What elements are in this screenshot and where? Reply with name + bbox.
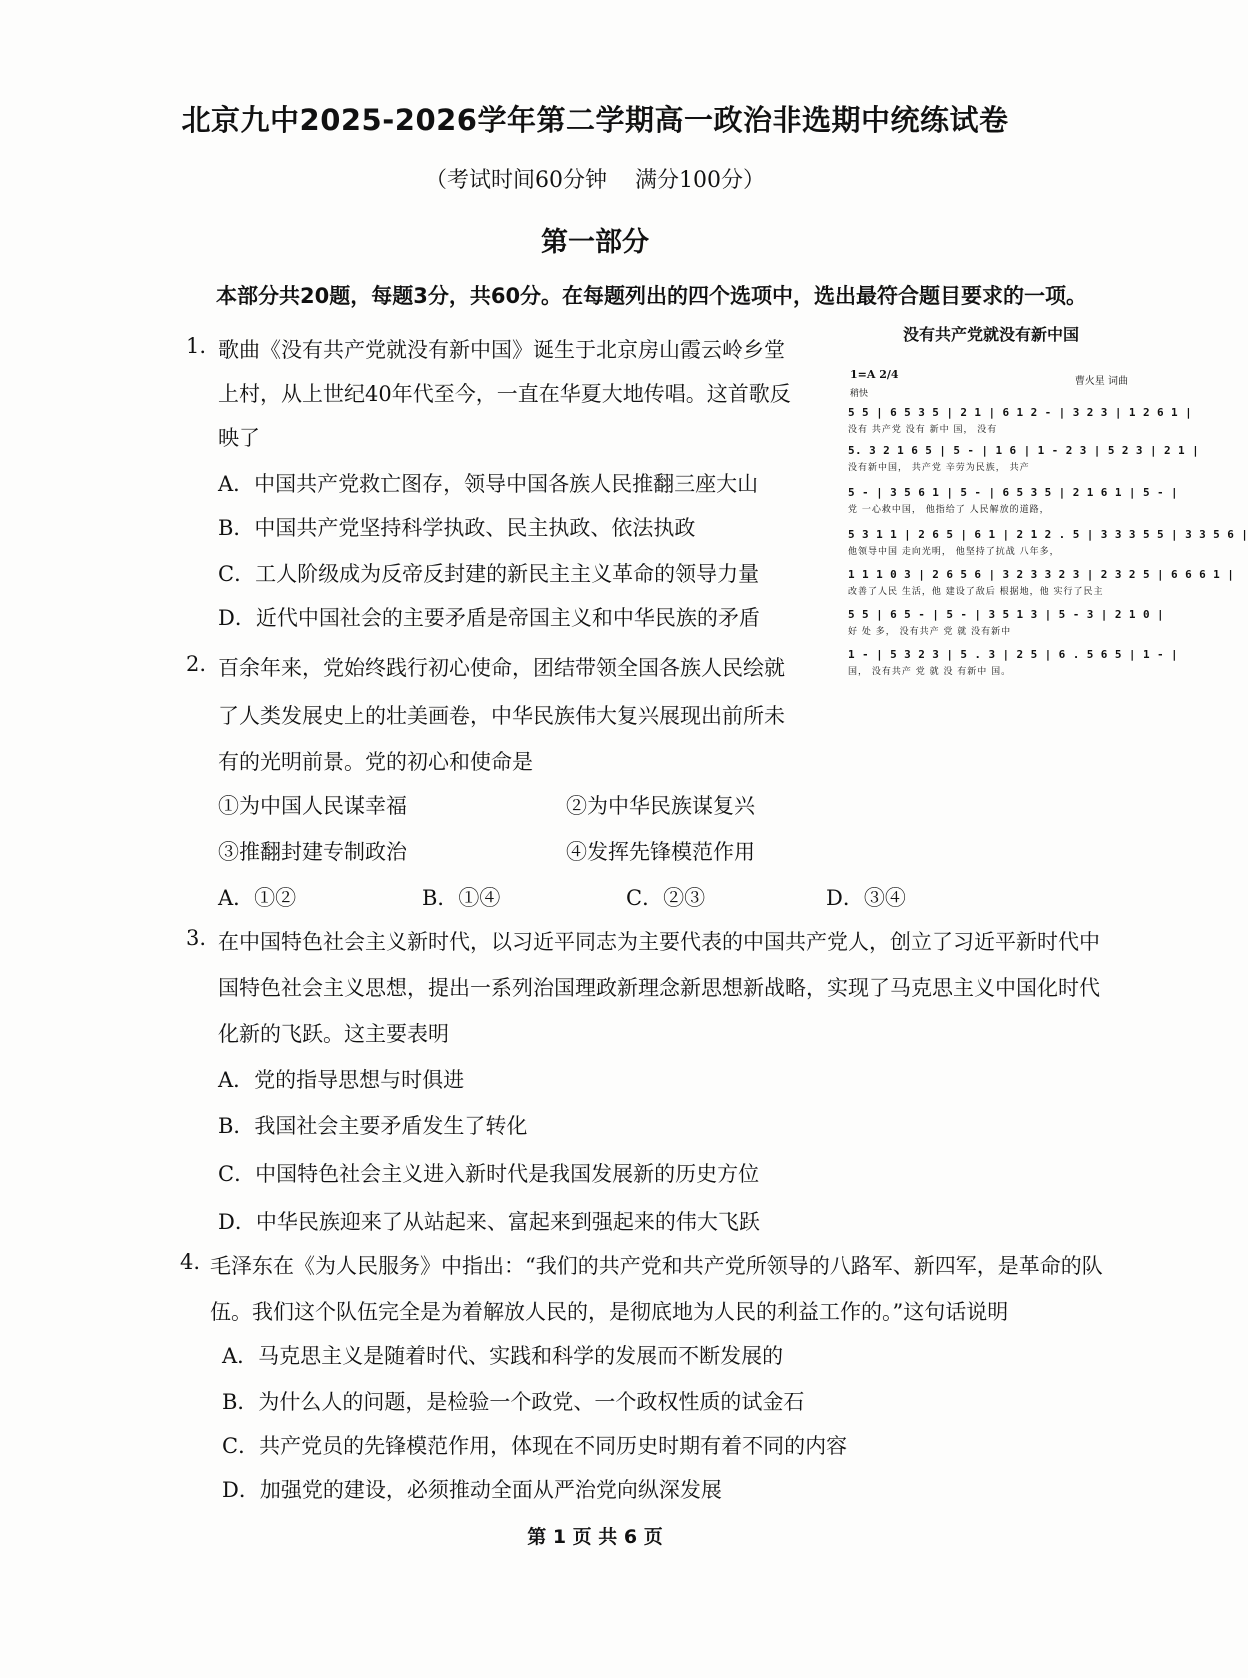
question-1-stem-line: 映了 [218, 426, 260, 450]
sheet-music-title: 没有共产党就没有新中国 [902, 325, 1079, 344]
question-2-item-3: ③推翻封建专制政治 [218, 840, 407, 864]
question-1-option-a: A．中国共产党救亡图存，领导中国各族人民推翻三座大山 [218, 472, 759, 496]
question-2-option-a: A．①② [218, 886, 297, 910]
score-lyrics-row: 他领导中国 走向光明， 他坚持了抗战 八年多， [848, 547, 1060, 557]
question-4-stem-line: 毛泽东在《为人民服务》中指出：“我们的共产党和共产党所领导的八路军、新四军，是革命的队 [210, 1254, 1103, 1278]
question-2-item-2: ②为中华民族谋复兴 [566, 794, 755, 818]
score-lyrics-row: 没有新中国， 共产党 辛劳为民族， 共产 [848, 463, 1030, 473]
question-4-option-d: D．加强党的建设，必须推动全面从严治党向纵深发展 [222, 1478, 722, 1502]
question-1-stem-line: 歌曲《没有共产党就没有新中国》诞生于北京房山霞云岭乡堂 [218, 338, 785, 362]
score-lyrics-row: 好 处 多， 没有共产 党 就 没有新中 [848, 627, 1012, 637]
score-notes-row: 5 5 | 6 5 3 5 | 2 1 | 6 1 2 - | 3 2 3 | 1 2 6 1 | [848, 406, 1193, 419]
question-1-option-d: D．近代中国社会的主要矛盾是帝国主义和中华民族的矛盾 [218, 606, 760, 630]
question-2-number: 2. [186, 652, 207, 676]
question-2-stem-line: 了人类发展史上的壮美画卷，中华民族伟大复兴展现出前所未 [218, 704, 785, 728]
sheet-music-figure [848, 322, 1248, 682]
question-3-stem-line: 在中国特色社会主义新时代，以习近平同志为主要代表的中国共产党人，创立了习近平新时代中 [218, 930, 1100, 954]
question-4-stem-line: 伍。我们这个队伍完全是为着解放人民的，是彻底地为人民的利益工作的。”这句话说明 [210, 1300, 1009, 1324]
exam-title: 北京九中2025-2026学年第二学期高一政治非选期中统练试卷 [181, 103, 1009, 137]
section-instructions: 本部分共20题，每题3分，共60分。在每题列出的四个选项中，选出最符合题目要求的一项。 [216, 284, 1088, 308]
question-1-option-b: B．中国共产党坚持科学执政、民主执政、依法执政 [218, 516, 696, 540]
question-3-stem-line: 化新的飞跃。这主要表明 [218, 1022, 449, 1046]
question-2-item-1: ①为中国人民谋幸福 [218, 794, 407, 818]
score-lyrics-row: 改善了人民 生活，他 建设了敌后 根据地，他 实行了民主 [848, 587, 1104, 597]
score-notes-row: 1 - | 5 3 2 3 | 5 . 3 | 2 5 | 6 . 5 6 5 | 1 - | [848, 648, 1179, 661]
sheet-music-composer: 曹火星 词曲 [1074, 376, 1128, 387]
question-2-option-d: D．③④ [826, 886, 906, 910]
question-3-option-c: C．中国特色社会主义进入新时代是我国发展新的历史方位 [218, 1162, 760, 1186]
exam-full-score: 满分100分） [635, 168, 765, 193]
question-3-option-a: A．党的指导思想与时俱进 [218, 1068, 465, 1092]
question-1-number: 1. [186, 334, 207, 358]
question-3-option-d: D．中华民族迎来了从站起来、富起来到强起来的伟大飞跃 [218, 1210, 760, 1234]
question-3-option-b: B．我国社会主要矛盾发生了转化 [218, 1114, 528, 1138]
page-footer: 第 1 页 共 6 页 [527, 1526, 663, 1548]
score-notes-row: 5 5 | 6 5 - | 5 - | 3 5 1 3 | 5 - 3 | 2 1 0 | [848, 608, 1165, 621]
section-heading: 第一部分 [541, 227, 649, 258]
exam-subtitle [0, 163, 1190, 194]
sheet-music-key: 1=A 2/4 [850, 368, 899, 381]
score-notes-row: 5 - | 3 5 6 1 | 5 - | 6 5 3 5 | 2 1 6 1 | 5 - | [848, 486, 1179, 499]
question-1-stem-line: 上村，从上世纪40年代至今，一直在华夏大地传唱。这首歌反 [218, 382, 791, 406]
exam-duration: （考试时间60分钟 [425, 168, 607, 193]
question-2-option-b: B．①④ [422, 886, 501, 910]
question-4-option-a: A．马克思主义是随着时代、实践和科学的发展而不断发展的 [222, 1344, 784, 1368]
score-notes-row: 1 1 1 0 3 | 2 6 5 6 | 3 2 3 3 2 3 | 2 3 2 5 | 6 6 6 1 | [848, 568, 1235, 581]
score-lyrics-row: 党 一心救中国， 他指给了 人民解放的道路， [848, 505, 1050, 515]
question-2-stem-line: 有的光明前景。党的初心和使命是 [218, 750, 533, 774]
score-notes-row: 5 3 1 1 | 2 6 5 | 6 1 | 2 1 2 . 5 | 3 3 3 5 5 | 3 3 5 6 | [848, 528, 1248, 541]
question-3-number: 3. [186, 926, 207, 950]
question-3-stem-line: 国特色社会主义思想，提出一系列治国理政新理念新思想新战略，实现了马克思主义中国化时代 [218, 976, 1100, 1000]
score-lyrics-row: 国， 没有共产 党 就 没 有新中 国。 [848, 667, 1012, 677]
question-2-option-c: C．②③ [626, 886, 706, 910]
question-2-item-4: ④发挥先锋模范作用 [566, 840, 755, 864]
score-notes-row: 5. 3 2 1 6 5 | 5 - | 1 6 | 1 - 2 3 | 5 2 3 | 2 1 | [848, 444, 1200, 457]
question-1-option-c: C．工人阶级成为反帝反封建的新民主主义革命的领导力量 [218, 562, 760, 586]
question-2-stem-line: 百余年来，党始终践行初心使命，团结带领全国各族人民绘就 [218, 656, 785, 680]
question-4-number: 4. [180, 1250, 201, 1274]
score-lyrics-row: 没有 共产党 没有 新中 国， 没有 [848, 425, 998, 435]
question-4-option-b: B．为什么人的问题，是检验一个政党、一个政权性质的试金石 [222, 1390, 805, 1414]
question-4-option-c: C．共产党员的先锋模范作用，体现在不同历史时期有着不同的内容 [222, 1434, 848, 1458]
sheet-music-tempo: 稍快 [850, 389, 869, 399]
